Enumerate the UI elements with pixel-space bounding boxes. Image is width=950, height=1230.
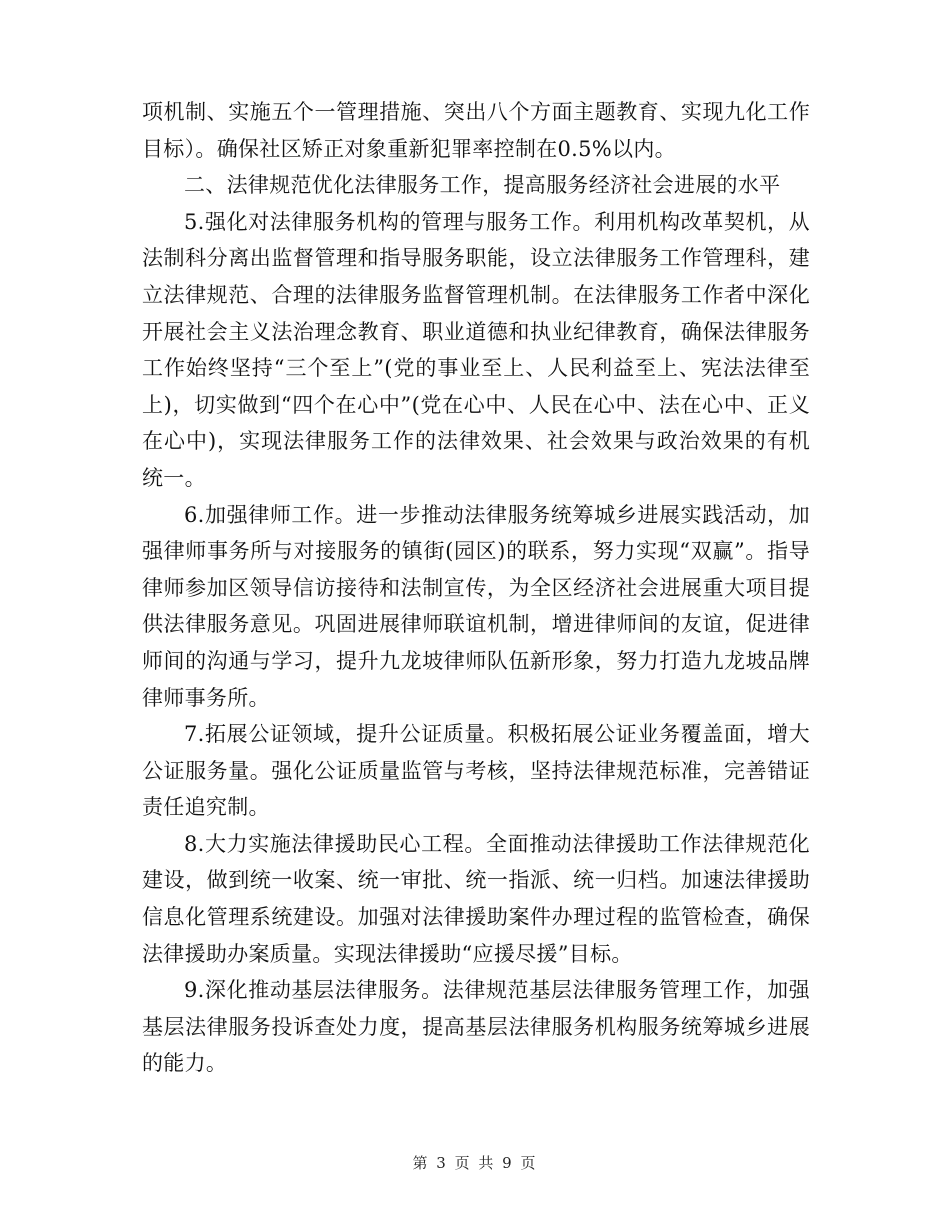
paragraph-item-9: 9.深化推动基层法律服务。法律规范基层法律服务管理工作，加强基层法律服务投诉查处力度，提高基层法律服务机构服务统筹城乡进展的能力。 [142, 978, 810, 1076]
paragraph-item-6: 6.加强律师工作。进一步推动法律服务统筹城乡进展实践活动，加强律师事务所与对接服务的镇街(园区)的联系，努力实现“双赢”。指导律师参加区领导信访接待和法制宣传，为全区经济社会进展重大项目提供法律服务意见。巩固进展律师联谊机制，增进律师间的友谊，促进律师间的沟通与学习，提升九龙坡律师队伍新形象，努力打造九龙坡品牌律师事务所。 [142, 502, 810, 710]
paragraph-item-8: 8.大力实施法律援助民心工程。全面推动法律援助工作法律规范化建设，做到统一收案、统一审批、统一指派、统一归档。加速法律援助信息化管理系统建设。加强对法律援助案件办理过程的监管检查，确保法律援助办案质量。实现法律援助“应援尽援”目标。 [142, 831, 810, 966]
paragraph-continuation: 项机制、实施五个一管理措施、突出八个方面主题教育、实现九化工作目标）。确保社区矫正对象重新犯罪率控制在0.5%以内。 [142, 100, 810, 161]
section-heading: 二、法律规范优化法律服务工作，提高服务经济社会进展的水平 [184, 173, 781, 198]
paragraph-item-7: 7.拓展公证领域，提升公证质量。积极拓展公证业务覆盖面，增大公证服务量。强化公证质量监管与考核，坚持法律规范标准，完善错证责任追究制。 [142, 722, 810, 820]
page-number-footer: 第 3 页 共 9 页 [412, 1154, 538, 1172]
paragraph-item-5: 5.强化对法律服务机构的管理与服务工作。利用机构改革契机，从法制科分离出监督管理和指导服务职能，设立法律服务工作管理科，建立法律规范、合理的法律服务监督管理机制。在法律服务工作者中深化开展社会主义法治理念教育、职业道德和执业纪律教育，确保法律服务工作始终坚持“三个至上”(党的事业至上、人民利益至上、宪法法律至上)，切实做到“四个在心中”(党在心中、人民在心中、法在心中、正义在心中)，实现法律服务工作的法律效果、社会效果与政治效果的有机统一。 [142, 209, 810, 490]
document-body [142, 94, 810, 1082]
